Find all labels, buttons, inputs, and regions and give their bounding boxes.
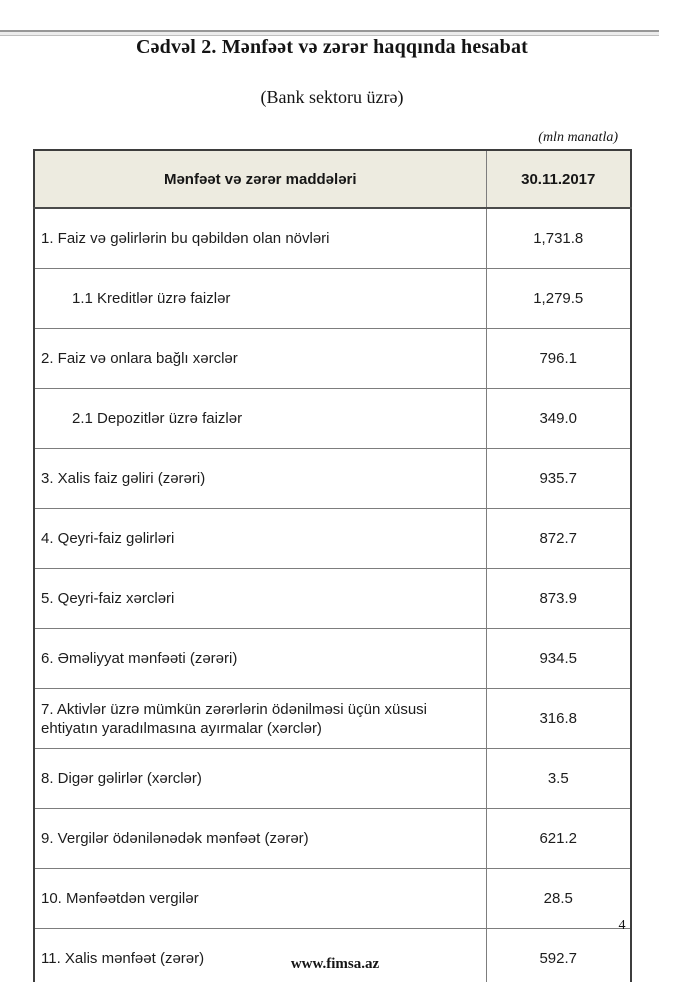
table-row <box>34 269 631 329</box>
row-value: 934.5 <box>486 629 631 689</box>
table-row <box>34 329 631 389</box>
row-label: 2. Faiz və onlara bağlı xərclər <box>34 329 486 389</box>
table-row <box>34 869 631 929</box>
table-row <box>34 509 631 569</box>
row-value: 621.2 <box>486 809 631 869</box>
column-header-date: 30.11.2017 <box>486 150 631 208</box>
row-label: 10. Mənfəətdən vergilər <box>34 869 486 929</box>
table-row <box>34 208 631 269</box>
row-label: 2.1 Depozitlər üzrə faizlər <box>34 389 486 449</box>
row-value: 873.9 <box>486 569 631 629</box>
row-label: 7. Aktivlər üzrə mümkün zərərlərin ödənilməsi üçün xüsusi ehtiyatın yaradılmasına ayırmalar (xərclər) <box>34 689 486 749</box>
page-title: Cədvəl 2. Mənfəət və zərər haqqında hesabat <box>135 36 529 58</box>
table-row <box>34 689 631 749</box>
row-value: 1,279.5 <box>486 269 631 329</box>
table-row <box>34 629 631 689</box>
table-row <box>34 809 631 869</box>
row-value: 316.8 <box>486 689 631 749</box>
row-label: 11. Xalis mənfəət (zərər) <box>34 929 486 982</box>
table-row <box>34 389 631 449</box>
table-row <box>34 449 631 509</box>
row-label: 8. Digər gəlirlər (xərclər) <box>34 749 486 809</box>
row-label: 3. Xalis faiz gəliri (zərəri) <box>34 449 486 509</box>
row-value: 935.7 <box>486 449 631 509</box>
row-value: 872.7 <box>486 509 631 569</box>
row-value: 349.0 <box>486 389 631 449</box>
row-label: 1.1 Kreditlər üzrə faizlər <box>34 269 486 329</box>
row-label: 4. Qeyri-faiz gəlirləri <box>34 509 486 569</box>
row-label: 9. Vergilər ödənilənədək mənfəət (zərər) <box>34 809 486 869</box>
footer-url: www.fimsa.az <box>290 956 380 972</box>
page-number: 4 <box>618 918 626 933</box>
profit-loss-table <box>33 149 632 982</box>
row-label: 6. Əməliyyat mənfəəti (zərəri) <box>34 629 486 689</box>
row-value: 592.7 <box>486 929 631 982</box>
row-value: 1,731.8 <box>486 208 631 269</box>
unit-note: (mln manatla) <box>538 130 618 145</box>
row-label: 5. Qeyri-faiz xərcləri <box>34 569 486 629</box>
row-value: 3.5 <box>486 749 631 809</box>
table-row <box>34 569 631 629</box>
row-label: 1. Faiz və gəlirlərin bu qəbildən olan növləri <box>34 208 486 269</box>
table-header-row <box>34 150 631 208</box>
page-subtitle: (Bank sektoru üzrə) <box>260 87 404 107</box>
row-value: 796.1 <box>486 329 631 389</box>
row-value: 28.5 <box>486 869 631 929</box>
table-row <box>34 749 631 809</box>
column-header-items: Mənfəət və zərər maddələri <box>34 150 486 208</box>
